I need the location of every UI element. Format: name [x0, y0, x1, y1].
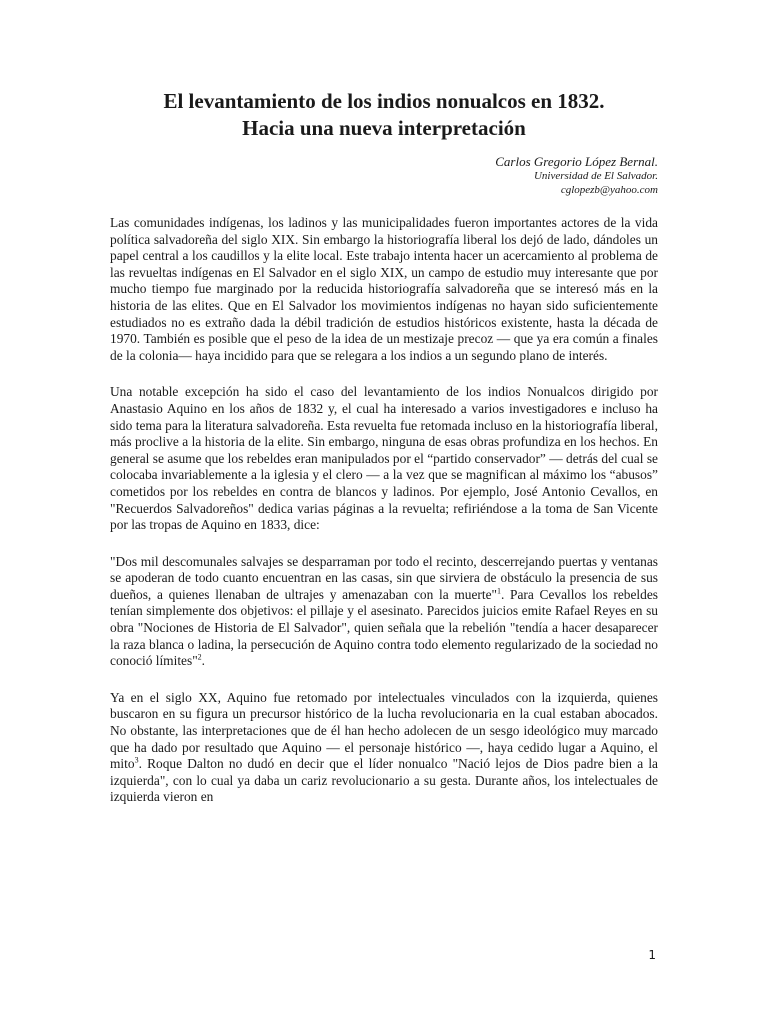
paragraph-4: [110, 690, 658, 806]
page-number: 1: [648, 948, 656, 962]
paragraph-4-part-2: . Roque Dalton no dudó en decir que el líder nonualco "Nació lejos de Dios padre bien a la izquierda", con lo cual ya daba un cariz revolucionario a su gesta. Durante años, los intelectuales de izquierda vieron en: [110, 756, 658, 805]
paragraph-3-part-2: . Para Cevallos los rebeldes tenían simplemente dos objetivos: el pillaje y el asesinato. Parecidos juicios emite Rafael Reyes en su obra "Nociones de Historia de El Salvador", quien señala que la rebelión "tendía a hacer desaparecer la raza blanca o ladina, la persecución de Aquino contra todo elemento regularizado de la sociedad no conoció límites": [110, 586, 658, 669]
title-line-1: El levantamiento de los indios nonualcos en 1832.: [163, 89, 605, 113]
paragraph-1: Las comunidades indígenas, los ladinos y las municipalidades fueron importantes actores de la vida política salvadoreña del siglo XIX. Sin embargo la historiografía liberal los dejó de lado, dándoles un papel central a los caudillos y la elite local. Este trabajo intenta hacer un acercamiento al problema de las revueltas indígenas en El Salvador en el siglo XIX, un campo de estudio muy interesante que por mucho tiempo fue marginado por la reducida historiografía salvadoreña que se interesó más en la historia de las elites. Que en El Salvador los movimientos indígenas no hayan sido suficientemente estudiados no es extraño dada la débil tradición de estudios históricos existente, hasta la década de 1970. También es posible que el peso de la idea de un mestizaje precoz — que ya era común a finales de la colonia— haya incidido para que se relegara a los indios a un segundo plano de interés.: [110, 215, 658, 363]
footnote-ref-3[interactable]: 3: [134, 755, 139, 765]
paragraph-4-part-1: Ya en el siglo XX, Aquino fue retomado por intelectuales vinculados con la izquierda, quienes buscaron en su figura un precursor histórico de la lucha revolucionaria en la cual estaban abocados. No obstante, las interpretaciones que de él han hecho adolecen de un sesgo ideológico muy marcado que ha dado por resultado que Aquino — el personaje histórico —, haya cedido lugar a Aquino, el mito: [110, 689, 658, 772]
author-affiliation: Universidad de El Salvador.: [533, 170, 658, 182]
document-body: [110, 215, 658, 806]
title-line-2: Hacia una nueva interpretación: [242, 116, 526, 140]
author-email: cglopezb@yahoo.com: [560, 183, 658, 196]
footnote-ref-2[interactable]: 2: [197, 652, 202, 662]
footnote-ref-1[interactable]: 1: [496, 586, 501, 596]
paragraph-3-part-1: "Dos mil descomunales salvajes se desparraman por todo el recinto, descerrejando puertas y ventanas se apoderan de todo cuanto encuentran en las casas, sin que sirviera de obstáculo la presencia de sus dueños, a quienes llenaban de ultrajes y amenazaban con la muerte": [110, 553, 658, 602]
paragraph-3: [110, 554, 658, 670]
author-name: Carlos Gregorio López Bernal.: [495, 154, 658, 169]
paragraph-3-part-3: .: [201, 653, 206, 669]
author-block: [110, 154, 658, 197]
document-title: [110, 88, 658, 142]
paragraph-2: Una notable excepción ha sido el caso del levantamiento de los indios Nonualcos dirigido por Anastasio Aquino en los años de 1832 y, el cual ha interesado a varios investigadores e incluso ha sido tema para la literatura salvadoreña. Esta revuelta fue retomada incluso en la historiografía liberal, más proclive a la historia de la elite. Sin embargo, ninguna de esas obras profundiza en los hechos. En general se asume que los rebeldes eran manipulados por el “partido conservador” — detrás del cual se colocaba invariablemente a la iglesia y el clero — a la vez que se magnifican al máximo los “abusos” cometidos por los rebeldes en contra de blancos y ladinos. Por ejemplo, José Antonio Cevallos, en "Recuerdos Salvadoreños" dedica varias páginas a la revuelta; refiriéndose a la toma de San Vicente por las tropas de Aquino en 1833, dice:: [110, 384, 658, 533]
